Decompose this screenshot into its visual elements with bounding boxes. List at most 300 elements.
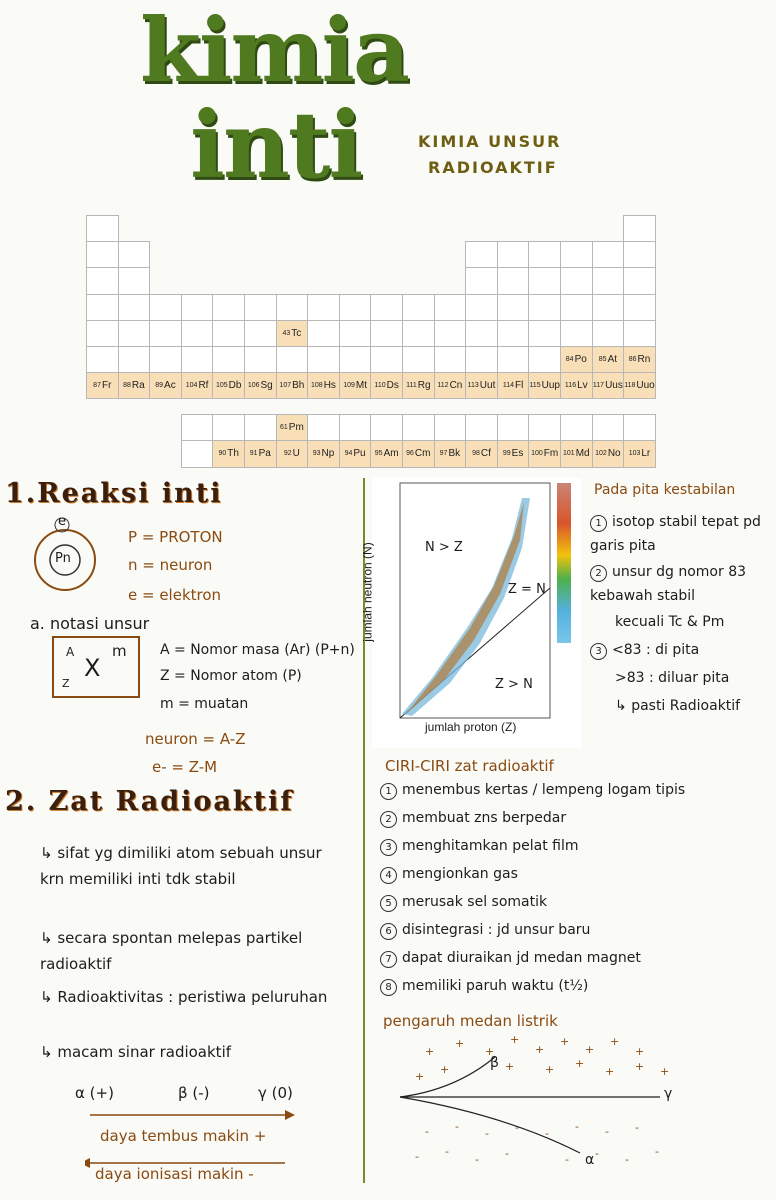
svg-text:-: - <box>485 1127 489 1140</box>
pt-cell <box>276 346 309 373</box>
ciri-text: disintegrasi : jd unsur baru <box>402 922 591 938</box>
pt-cell-number: 100 <box>531 450 543 458</box>
svg-text:+: + <box>660 1065 670 1078</box>
pt-cell-rn <box>623 346 656 373</box>
pt-cell <box>86 320 119 347</box>
pt-cell-number: 99 <box>502 450 511 458</box>
label-beta: β <box>490 1055 499 1071</box>
svg-text:+: + <box>635 1060 645 1073</box>
pt-cell-symbol: Cn <box>449 380 463 392</box>
pt-cell-number: 88 <box>123 382 131 390</box>
pt-cell <box>402 294 435 321</box>
svg-text:-: - <box>425 1125 429 1138</box>
pt-cell <box>118 346 151 373</box>
pt-cell <box>528 346 561 373</box>
pt-cell-number: 89 <box>155 382 164 390</box>
pt-cell <box>465 320 498 347</box>
svg-text:+: + <box>415 1070 425 1083</box>
pt-cell-number: 97 <box>439 450 448 458</box>
def-Z: Z = Nomor atom (P) <box>160 668 302 684</box>
pt-cell <box>339 414 372 441</box>
pt-cell-symbol: Bk <box>448 448 461 460</box>
pt-cell <box>339 346 372 373</box>
ciri-title: CIRI-CIRI zat radioaktif <box>385 757 554 775</box>
pt-cell-number: 113 <box>467 382 479 390</box>
pt-cell-lr <box>623 440 656 467</box>
pt-cell-at <box>592 346 625 373</box>
pt-cell <box>465 241 498 268</box>
ciri-text: menghitamkan pelat film <box>402 838 579 854</box>
label-gamma: γ <box>664 1086 673 1102</box>
periodic-table <box>0 0 776 470</box>
pt-cell-number: 106 <box>247 382 260 390</box>
kestabilan-2b: kecuali Tc & Pm <box>615 614 725 630</box>
pt-cell-rg <box>402 372 435 399</box>
chart-xlabel: jumlah proton (Z) <box>425 720 517 734</box>
ciri-item <box>380 866 518 884</box>
pt-cell <box>560 241 593 268</box>
ciri-number: 1 <box>380 783 397 800</box>
kestabilan-1: 1 isotop stabil tepat pd garis pita <box>590 514 761 554</box>
chart-label-zgn: Z > N <box>495 677 533 692</box>
pt-cell <box>118 294 151 321</box>
pt-cell-cn <box>434 372 467 399</box>
svg-text:+: + <box>505 1060 515 1073</box>
pt-cell <box>86 294 119 321</box>
pt-cell <box>307 414 340 441</box>
svg-text:+: + <box>560 1035 570 1048</box>
pt-cell <box>181 414 214 441</box>
ciri-text: merusak sel somatik <box>402 894 548 910</box>
pt-cell-number: 101 <box>563 450 575 458</box>
ray-gamma: γ (0) <box>258 1084 293 1102</box>
pt-cell-am <box>370 440 403 467</box>
pengaruh-title: pengaruh medan listrik <box>383 1012 558 1030</box>
pt-cell-rf <box>181 372 214 399</box>
svg-text:+: + <box>545 1063 555 1076</box>
pt-cell <box>244 346 277 373</box>
kestabilan-3b: >83 : diluar pita <box>615 670 730 686</box>
medan-listrik-diagram <box>385 1035 705 1185</box>
chart-label-zn: Z = N <box>508 582 546 597</box>
ray-alpha: α (+) <box>75 1084 114 1102</box>
svg-text:-: - <box>455 1120 459 1133</box>
pt-cell-symbol: Np <box>321 448 335 460</box>
kestabilan-2: 2 unsur dg nomor 83 kebawah stabil <box>590 564 747 604</box>
ciri-text: mengionkan gas <box>402 866 518 882</box>
pt-cell-symbol: Am <box>383 448 399 460</box>
ciri-text: memiliki paruh waktu (t½) <box>402 978 589 994</box>
svg-text:-: - <box>515 1121 519 1134</box>
svg-text:-: - <box>595 1147 599 1160</box>
pt-cell-symbol: Hs <box>323 380 336 392</box>
svg-text:+: + <box>585 1043 595 1056</box>
pt-cell <box>434 320 467 347</box>
pt-cell <box>307 346 340 373</box>
pt-cell <box>181 294 214 321</box>
svg-text:-: - <box>635 1121 639 1134</box>
kestabilan-3: 3 <83 : di pita <box>590 642 699 660</box>
ciri-number: 5 <box>380 895 397 912</box>
pt-cell <box>86 346 119 373</box>
ciri-number: 4 <box>380 867 397 884</box>
pt-cell-pa <box>244 440 277 467</box>
pt-cell-symbol: Pa <box>258 448 271 460</box>
pt-cell-uuo <box>623 372 656 399</box>
pt-cell-symbol: Rn <box>637 354 651 366</box>
pt-cell-number: 87 <box>93 382 101 390</box>
pt-cell <box>244 320 277 347</box>
svg-text:+: + <box>605 1065 615 1078</box>
pt-cell-number: 114 <box>502 382 514 390</box>
pt-cell <box>623 294 656 321</box>
svg-text:+: + <box>425 1045 435 1058</box>
pt-cell-symbol: Tc <box>291 327 302 339</box>
chart-ylabel: jumlah neutron (N) <box>360 542 375 642</box>
label-alpha: α <box>585 1152 595 1168</box>
title-line1: kimia <box>140 0 408 102</box>
pt-cell-number: 85 <box>598 356 607 364</box>
pt-cell-symbol: Fm <box>543 448 559 460</box>
pt-cell-number: 110 <box>374 382 386 390</box>
svg-text:-: - <box>475 1153 479 1166</box>
svg-text:-: - <box>445 1145 449 1158</box>
ray-beta: β (-) <box>178 1084 210 1102</box>
def-A: A = Nomor masa (Ar) (P+n) <box>160 642 355 658</box>
svg-text:+: + <box>455 1037 465 1050</box>
pt-cell <box>212 414 245 441</box>
pt-cell <box>118 320 151 347</box>
svg-text:+: + <box>635 1045 645 1058</box>
svg-text:-: - <box>505 1147 509 1160</box>
kestabilan-title: Pada pita kestabilan <box>594 482 736 498</box>
ciri-item <box>380 810 566 828</box>
pt-cell-ra <box>118 372 151 399</box>
pt-cell-uut <box>465 372 498 399</box>
pt-cell <box>592 267 625 294</box>
ciri-number: 3 <box>380 839 397 856</box>
pt-cell-symbol: Uup <box>541 380 560 392</box>
section2-heading: 2. Zat Radioaktif <box>5 786 294 817</box>
pt-cell-number: 91 <box>249 450 258 458</box>
pt-cell <box>149 346 182 373</box>
pt-cell-u <box>276 440 309 467</box>
pt-cell <box>181 320 214 347</box>
pt-cell-number: 84 <box>565 356 574 364</box>
svg-text:+: + <box>440 1063 450 1076</box>
pt-cell <box>497 346 530 373</box>
pt-cell <box>244 414 277 441</box>
ciri-number: 2 <box>380 811 397 828</box>
pt-cell <box>434 346 467 373</box>
pt-cell-symbol: Ac <box>164 380 176 392</box>
s2-bullet-3: ↳ Radioaktivitas : peristiwa peluruhan <box>40 988 328 1006</box>
pt-cell-number: 95 <box>374 450 383 458</box>
pt-cell <box>370 294 403 321</box>
pt-cell-number: 116 <box>564 382 577 390</box>
pt-cell <box>212 346 245 373</box>
s2-bullet-1: ↳ sifat yg dimiliki atom sebuah unsur krn memiliki inti tdk stabil <box>40 844 322 888</box>
pt-cell-number: 109 <box>343 382 355 390</box>
pt-cell-number: 112 <box>437 382 449 390</box>
pt-cell-cf <box>465 440 498 467</box>
kestabilan-3c: ↳ pasti Radioaktif <box>615 698 741 714</box>
pt-cell-number: 108 <box>311 382 323 390</box>
pt-cell-uus <box>592 372 625 399</box>
svg-text:+: + <box>535 1043 545 1056</box>
pt-cell-symbol: Cm <box>414 448 431 460</box>
pt-cell <box>307 294 340 321</box>
pt-cell-db <box>212 372 245 399</box>
pt-cell <box>86 215 119 242</box>
pt-cell-symbol: At <box>607 354 618 366</box>
pt-cell-fr <box>86 372 119 399</box>
svg-text:-: - <box>625 1153 629 1166</box>
svg-text:-: - <box>415 1150 419 1163</box>
pt-cell-symbol: Pm <box>288 422 304 434</box>
ciri-item <box>380 782 685 800</box>
ciri-number: 6 <box>380 923 397 940</box>
pt-cell <box>560 267 593 294</box>
pt-cell-hs <box>307 372 340 399</box>
pt-cell-cm <box>402 440 435 467</box>
def-m: m = muatan <box>160 696 249 712</box>
pt-cell-es <box>497 440 530 467</box>
pt-cell <box>560 414 593 441</box>
pt-cell-number: 115 <box>529 382 541 390</box>
pt-cell-symbol: Lr <box>641 448 651 460</box>
pt-cell <box>592 320 625 347</box>
pt-cell <box>497 414 530 441</box>
pt-cell-symbol: Uut <box>479 380 496 392</box>
ciri-number: 7 <box>380 951 397 968</box>
pt-cell-no <box>592 440 625 467</box>
ciri-text: membuat zns berpedar <box>402 810 567 826</box>
neuron-formula: neuron = A-Z <box>145 730 246 748</box>
pt-cell-symbol: Ra <box>131 380 145 392</box>
pt-cell <box>497 294 530 321</box>
pt-cell-number: 93 <box>312 450 321 458</box>
pt-cell <box>434 294 467 321</box>
pt-cell <box>370 414 403 441</box>
pt-cell <box>118 241 151 268</box>
subtitle-line2: RADIOAKTIF <box>428 158 558 177</box>
notasi-A: A <box>66 645 75 659</box>
pt-cell <box>212 320 245 347</box>
pt-cell-symbol: Th <box>227 448 239 460</box>
notasi-m: m <box>112 642 127 660</box>
pt-cell <box>370 320 403 347</box>
pt-cell <box>623 320 656 347</box>
pt-cell-ds <box>370 372 403 399</box>
pt-cell <box>402 414 435 441</box>
ciri-number: 8 <box>380 979 397 996</box>
pt-cell-bh <box>276 372 309 399</box>
subtitle-line1: KIMIA UNSUR <box>418 132 562 151</box>
pt-cell-symbol: Po <box>574 354 587 366</box>
pt-cell-symbol: Cf <box>480 448 491 460</box>
svg-text:-: - <box>575 1120 579 1133</box>
pt-cell <box>86 267 119 294</box>
pt-cell-number: 94 <box>344 450 353 458</box>
pt-cell-symbol: Mt <box>355 380 367 392</box>
legend-elektron: e = elektron <box>128 586 222 604</box>
svg-text:+: + <box>575 1057 585 1070</box>
pt-cell <box>623 241 656 268</box>
s2-bullet-2: ↳ secara spontan melepas partikel radioaktif <box>40 929 303 973</box>
pt-cell-symbol: Rg <box>417 380 431 392</box>
pt-cell-th <box>212 440 245 467</box>
pt-cell <box>623 267 656 294</box>
pt-cell <box>528 241 561 268</box>
pt-cell <box>623 215 656 242</box>
pt-cell-uup <box>528 372 561 399</box>
pt-cell-number: 86 <box>628 356 637 364</box>
atom-diagram <box>20 515 130 595</box>
pt-cell <box>497 267 530 294</box>
pt-cell-symbol: Fl <box>515 380 524 392</box>
pt-cell <box>528 267 561 294</box>
ciri-item <box>380 978 588 996</box>
pt-cell-number: 107 <box>279 382 292 390</box>
pt-cell <box>149 294 182 321</box>
pt-cell <box>528 320 561 347</box>
pt-cell-lv <box>560 372 593 399</box>
pt-cell-md <box>560 440 593 467</box>
pt-cell-fl <box>497 372 530 399</box>
pt-cell-number: 61 <box>279 424 288 432</box>
pt-cell-number: 104 <box>185 382 198 390</box>
pt-cell-tc <box>276 320 309 347</box>
title-line2: inti <box>190 91 362 199</box>
notasi-X: X <box>84 654 101 682</box>
pt-cell <box>465 414 498 441</box>
ciri-item <box>380 838 579 856</box>
pt-cell <box>434 414 467 441</box>
pt-cell <box>244 294 277 321</box>
pt-cell <box>86 241 119 268</box>
pt-cell <box>402 346 435 373</box>
svg-text:-: - <box>655 1145 659 1158</box>
pt-cell-symbol: Ds <box>386 380 399 392</box>
pt-cell-symbol: Pu <box>353 448 366 460</box>
legend-proton: P = PROTON <box>128 528 223 546</box>
notasi-Z: Z <box>62 677 70 690</box>
pt-cell-ac <box>149 372 182 399</box>
pt-cell-symbol: Lv <box>577 380 588 392</box>
pt-cell <box>623 414 656 441</box>
svg-text:+: + <box>510 1035 520 1046</box>
notasi-title: a. notasi unsur <box>30 614 150 633</box>
pt-cell <box>592 241 625 268</box>
pt-cell <box>149 320 182 347</box>
legend-neuron: n = neuron <box>128 556 213 574</box>
pt-cell <box>528 294 561 321</box>
pt-cell-number: 92 <box>283 450 292 458</box>
pt-cell <box>592 294 625 321</box>
pt-cell-fm <box>528 440 561 467</box>
pt-cell <box>181 440 214 467</box>
svg-text:+: + <box>485 1045 495 1058</box>
pt-cell <box>465 294 498 321</box>
svg-text:-: - <box>565 1153 569 1166</box>
atom-nucleus-label: Pn <box>55 551 71 566</box>
ciri-item <box>380 894 547 912</box>
pt-cell <box>497 320 530 347</box>
pt-cell-number: 90 <box>218 450 227 458</box>
pt-cell-number: 102 <box>595 450 607 458</box>
pt-cell <box>497 241 530 268</box>
pt-cell-number: 43 <box>282 329 291 337</box>
pt-cell-symbol: Rf <box>198 380 209 392</box>
pt-cell-number: 96 <box>406 450 414 458</box>
pt-cell-number: 98 <box>472 450 480 458</box>
svg-text:+: + <box>610 1035 620 1048</box>
ciri-item <box>380 922 590 940</box>
pt-cell-symbol: Db <box>228 380 242 392</box>
pt-cell-symbol: Sg <box>260 380 273 392</box>
pt-cell <box>339 320 372 347</box>
pt-cell-symbol: Bh <box>292 380 305 392</box>
pt-cell-mt <box>339 372 372 399</box>
pt-cell <box>307 320 340 347</box>
pt-cell-symbol: No <box>607 448 621 460</box>
pt-cell-bk <box>434 440 467 467</box>
pt-cell <box>528 414 561 441</box>
pt-cell-symbol: U <box>292 448 300 460</box>
pt-cell-number: 105 <box>215 382 228 390</box>
pt-cell-number: 118 <box>624 382 636 390</box>
pt-cell <box>560 294 593 321</box>
stability-chart <box>372 478 582 748</box>
daya-tembus: daya tembus makin + <box>100 1127 267 1145</box>
pt-cell-number: 103 <box>628 450 641 458</box>
pt-cell <box>181 346 214 373</box>
pt-cell-symbol: Es <box>511 448 524 460</box>
pt-cell-pu <box>339 440 372 467</box>
pt-cell-po <box>560 346 593 373</box>
atom-electron-label: e <box>58 514 66 529</box>
section1-heading: 1.Reaksi inti <box>5 478 223 509</box>
elektron-formula: e- = Z-M <box>152 758 218 776</box>
pt-cell <box>465 346 498 373</box>
pt-cell-number: 111 <box>406 382 417 390</box>
pt-cell <box>592 414 625 441</box>
svg-text:-: - <box>605 1125 609 1138</box>
pt-cell-sg <box>244 372 277 399</box>
pt-cell-pm <box>276 414 309 441</box>
pt-cell <box>465 267 498 294</box>
pt-cell <box>402 320 435 347</box>
s2-bullet-4: ↳ macam sinar radioaktif <box>40 1043 232 1061</box>
ciri-text: dapat diuraikan jd medan magnet <box>402 950 641 966</box>
pt-cell <box>118 267 151 294</box>
pt-cell <box>276 294 309 321</box>
ciri-text: menembus kertas / lempeng logam tipis <box>402 782 686 798</box>
chart-label-nz: N > Z <box>425 540 463 555</box>
pt-cell <box>560 320 593 347</box>
pt-cell <box>212 294 245 321</box>
svg-text:-: - <box>545 1127 549 1140</box>
pt-cell-symbol: Md <box>575 448 590 460</box>
pt-cell-symbol: Uus <box>605 380 623 392</box>
pt-cell-np <box>307 440 340 467</box>
pt-cell-symbol: Fr <box>101 380 112 392</box>
pt-cell-number: 117 <box>592 382 605 390</box>
pt-cell <box>339 294 372 321</box>
daya-ionisasi: daya ionisasi makin - <box>95 1165 254 1183</box>
pt-cell-symbol: Uuo <box>636 380 655 392</box>
